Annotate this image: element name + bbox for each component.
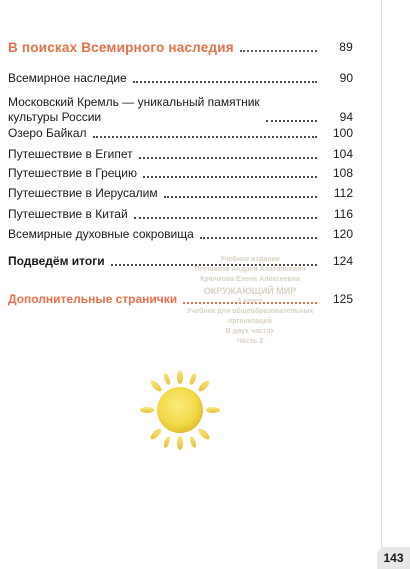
toc-chapter[interactable] (8, 40, 353, 55)
toc-page-number: 89 (339, 40, 353, 54)
page-margin-line (381, 0, 382, 569)
toc-item-title: Путешествие в Иерусалим (8, 186, 158, 200)
toc-leader (266, 120, 317, 122)
toc-page-number: 104 (332, 147, 353, 161)
show-through-line: В двух частях (225, 328, 275, 335)
toc-item-title-line: Московский Кремль — уникальный памятник (8, 95, 260, 109)
show-through-line: Часть 2 (236, 338, 264, 345)
toc-item-title: Всемирные духовные сокровища (8, 227, 194, 241)
show-through-line: Учебник для общеобразовательных (186, 308, 314, 315)
toc-item[interactable] (8, 166, 353, 181)
show-through-imprint (175, 255, 325, 347)
show-through-line: Плешаков Андрей Анатольевич (194, 266, 306, 273)
toc-item-title (8, 95, 260, 125)
toc-item[interactable] (8, 227, 353, 242)
toc-chapter-title: В поисках Всемирного наследия (8, 40, 234, 55)
toc-item-title: Путешествие в Египет (8, 147, 133, 161)
toc-item[interactable] (8, 95, 353, 125)
toc-item-title-line: культуры России (8, 110, 102, 124)
toc-leader (200, 237, 317, 239)
sun-illustration-icon (125, 362, 235, 472)
toc-leader (139, 157, 317, 159)
toc-leader (133, 81, 317, 83)
page-number: 143 (383, 551, 404, 565)
toc-page-number: 108 (332, 166, 353, 180)
toc-page-number: 90 (339, 71, 353, 85)
toc-page-number: 116 (333, 207, 353, 221)
toc-item[interactable] (8, 207, 353, 222)
show-through-line: ОКРУЖАЮЩИЙ МИР (203, 286, 297, 296)
toc-leader (240, 50, 317, 52)
show-through-line: 3 класс (237, 298, 263, 305)
toc-page-number: 120 (332, 227, 353, 241)
page-number-badge (377, 547, 410, 569)
toc-leader (134, 217, 317, 219)
toc-summary-title: Подведём итоги (8, 254, 105, 268)
toc-item-title: Путешествие в Китай (8, 207, 128, 221)
toc-extra-title: Дополнительные странички (8, 292, 178, 306)
show-through-line: Крючкова Елена Алексеевна (200, 276, 300, 283)
toc-page-number: 112 (333, 186, 353, 200)
toc-page-number: 124 (332, 254, 353, 268)
toc-page-number: 94 (339, 110, 353, 124)
toc-item[interactable] (8, 71, 353, 86)
toc-item-title: Озеро Байкал (8, 126, 87, 140)
toc-item-title: Путешествие в Грецию (8, 166, 137, 180)
show-through-line: организаций (227, 318, 273, 325)
toc-leader (143, 176, 317, 178)
toc-item[interactable] (8, 186, 353, 201)
toc-leader (93, 136, 318, 138)
toc-page-number: 100 (332, 126, 353, 140)
toc-item[interactable] (8, 147, 353, 162)
toc-item[interactable] (8, 126, 353, 141)
toc-page-number: 125 (332, 292, 353, 306)
toc-leader (164, 196, 317, 198)
toc-item-title: Всемирное наследие (8, 71, 127, 85)
show-through-line: Учебное издание (220, 256, 280, 263)
